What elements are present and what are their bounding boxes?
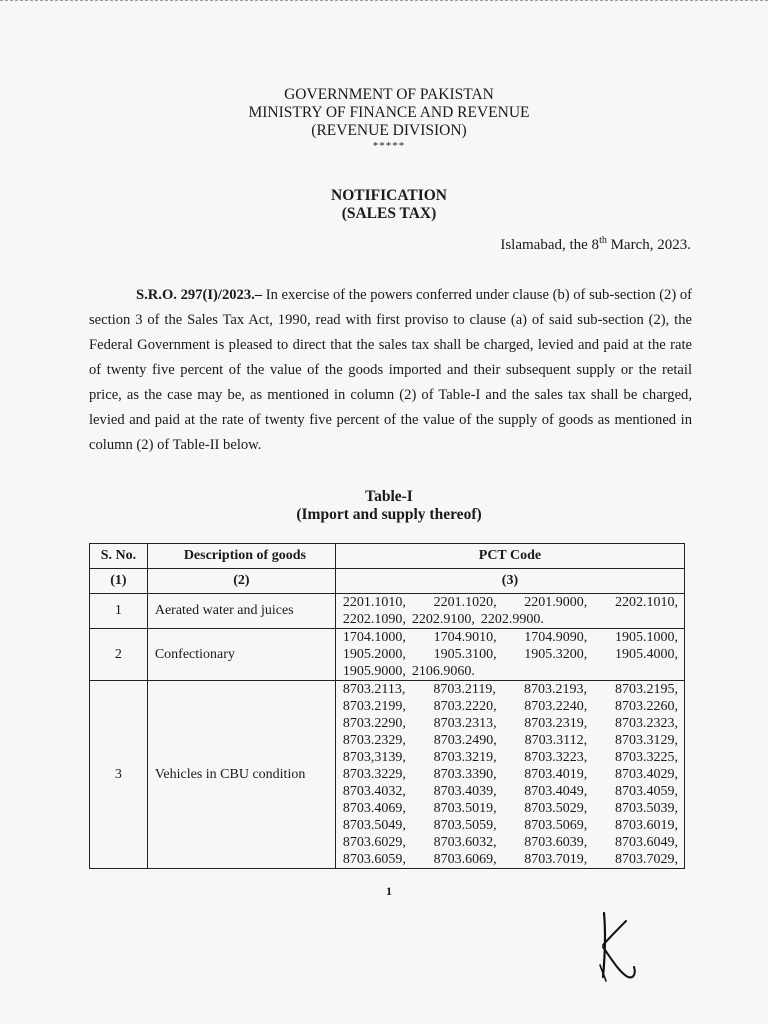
pct-code: 8703.2113, [342,682,406,697]
pct-code-line [343,851,678,868]
pct-code-line [343,646,678,663]
body-text: In exercise of the powers conferred under clause (b) of sub-section (2) of section 3 of the Sales Tax Act, 1990, read with first proviso to clause (a) of said sub-section (2), the Federal Government is pleased to direct that the sales tax shall be charged, levied and paid at the rate of twenty five percent of the value of the goods imported and their subsequent supply or the retail price, as the case may be, as mentioned in column (2) of Table-I and the sales tax shall be charged, levied and paid at the rate of twenty five percent of the value of the supply of goods as mentioned in column (2) of Table-II below. [89,287,693,453]
pct-code: 2106.9060. [411,664,475,679]
row-sno: 1 [90,594,148,629]
pct-code: 1704.9010, [433,630,497,645]
pct-code-line [343,663,678,680]
pct-code: 8703.6039, [524,835,588,850]
col-number-3: (3) [335,569,684,594]
pct-code: 8703.3219, [433,750,497,765]
pct-code: 8703.5059, [433,818,497,833]
pct-code: 8703.3223, [524,750,588,765]
row-pct-codes [335,629,684,681]
pct-code: 8703.2313, [433,716,497,731]
pct-code-line [343,698,678,715]
pct-code: 8703.2490, [433,733,497,748]
header-stars: ***** [372,140,406,152]
row-description: Confectionary [147,629,335,681]
sro-number: S.R.O. 297(I)/2023.– [136,287,263,303]
pct-code: 8703.6032, [433,835,497,850]
pct-code-line [343,749,678,766]
pct-code: 1905.1000, [614,630,678,645]
pct-code: 8703.2290, [342,716,406,731]
pct-code: 1905.3100, [433,647,497,662]
pct-code-line [343,681,678,698]
pct-code: 8703.3129, [614,733,678,748]
pct-code: 2202.1090, [342,612,406,627]
pct-code: 8703.4029, [614,767,678,782]
page-top-edge [0,0,768,1]
header-government: GOVERNMENT OF PAKISTAN [284,86,494,103]
row-sno: 2 [90,629,148,681]
signature-icon [590,905,650,985]
pct-code: 1905.4000, [614,647,678,662]
pct-code-table [89,543,685,869]
pct-code: 8703.2329, [342,733,406,748]
table-row [90,629,685,681]
pct-code: 8703.5049, [342,818,406,833]
table-header-row [90,544,685,569]
pct-code: 8703.5039, [614,801,678,816]
pct-code: 8703.7029, [614,852,678,867]
column-number-row [90,569,685,594]
pct-code: 8703.4059, [614,784,678,799]
pct-code: 8703.4049, [524,784,588,799]
notification-date: Islamabad, the 8th March, 2023. [500,235,691,253]
pct-code: 8703.2199, [342,699,406,714]
pct-code: 8703.7019, [524,852,588,867]
table-subtitle: (Import and supply thereof) [296,506,482,523]
pct-code-line [343,834,678,851]
pct-code: 8703.4039, [433,784,497,799]
header-description: Description of goods [147,544,335,569]
table-row [90,594,685,629]
pct-code: 1704.1000, [342,630,406,645]
row-description: Aerated water and juices [147,594,335,629]
row-pct-codes [335,681,684,869]
pct-code: 1905.2000, [342,647,406,662]
pct-code: 8703.6059, [342,852,406,867]
notification-title: NOTIFICATION [331,187,447,204]
pct-code: 1905.3200, [524,647,588,662]
pct-code: 2201.1010, [342,595,406,610]
pct-code-line [343,766,678,783]
pct-code-line [343,594,678,611]
pct-code: 8703.3112, [524,733,588,748]
pct-code-line [343,817,678,834]
col-number-1: (1) [90,569,148,594]
pct-code: 2202.1010, [614,595,678,610]
pct-code: 8703.5019, [433,801,497,816]
pct-code: 8703.3225, [614,750,678,765]
pct-code-line [343,800,678,817]
pct-code: 8703.6019, [614,818,678,833]
header-sno: S. No. [90,544,148,569]
pct-code: 8703.5069, [524,818,588,833]
page-number: 1 [386,884,392,898]
row-sno: 3 [90,681,148,869]
table-row [90,681,685,869]
pct-code-line [343,629,678,646]
row-description: Vehicles in CBU condition [147,681,335,869]
pct-code: 8703,3139, [342,750,406,765]
col-number-2: (2) [147,569,335,594]
pct-code: 8703.2240, [524,699,588,714]
table-title: Table-I [365,488,413,505]
pct-code: 8703.2195, [614,682,678,697]
pct-code: 8703.2260, [614,699,678,714]
pct-code-line [343,732,678,749]
header-ministry: MINISTRY OF FINANCE AND REVENUE [248,104,530,121]
pct-code: 2201.9000, [524,595,588,610]
pct-code: 8703.5029, [524,801,588,816]
pct-code: 8703.6069, [433,852,497,867]
pct-code: 2202.9900. [480,612,544,627]
pct-code: 8703.4032, [342,784,406,799]
header-division: (REVENUE DIVISION) [311,122,467,139]
pct-code: 8703.3229, [342,767,406,782]
pct-code: 8703.3390, [433,767,497,782]
pct-code-line [343,783,678,800]
pct-code: 8703.2323, [614,716,678,731]
pct-code: 8703.2220, [433,699,497,714]
notification-subtitle: (SALES TAX) [341,205,437,222]
pct-code: 2201.1020, [433,595,497,610]
pct-code: 1704.9090, [524,630,588,645]
pct-code: 8703.2319, [524,716,588,731]
pct-code: 8703.6029, [342,835,406,850]
pct-code: 8703.4019, [524,767,588,782]
pct-code-line [343,715,678,732]
pct-code-line [343,611,678,628]
pct-code: 8703.2193, [523,682,587,697]
pct-code: 2202.9100, [411,612,475,627]
pct-code: 8703.2119, [433,682,496,697]
row-pct-codes [335,594,684,629]
notification-body [89,283,692,458]
pct-code: 1905.9000, [342,664,406,679]
header-pct-code: PCT Code [335,544,684,569]
pct-code: 8703.6049, [614,835,678,850]
pct-code: 8703.4069, [342,801,406,816]
